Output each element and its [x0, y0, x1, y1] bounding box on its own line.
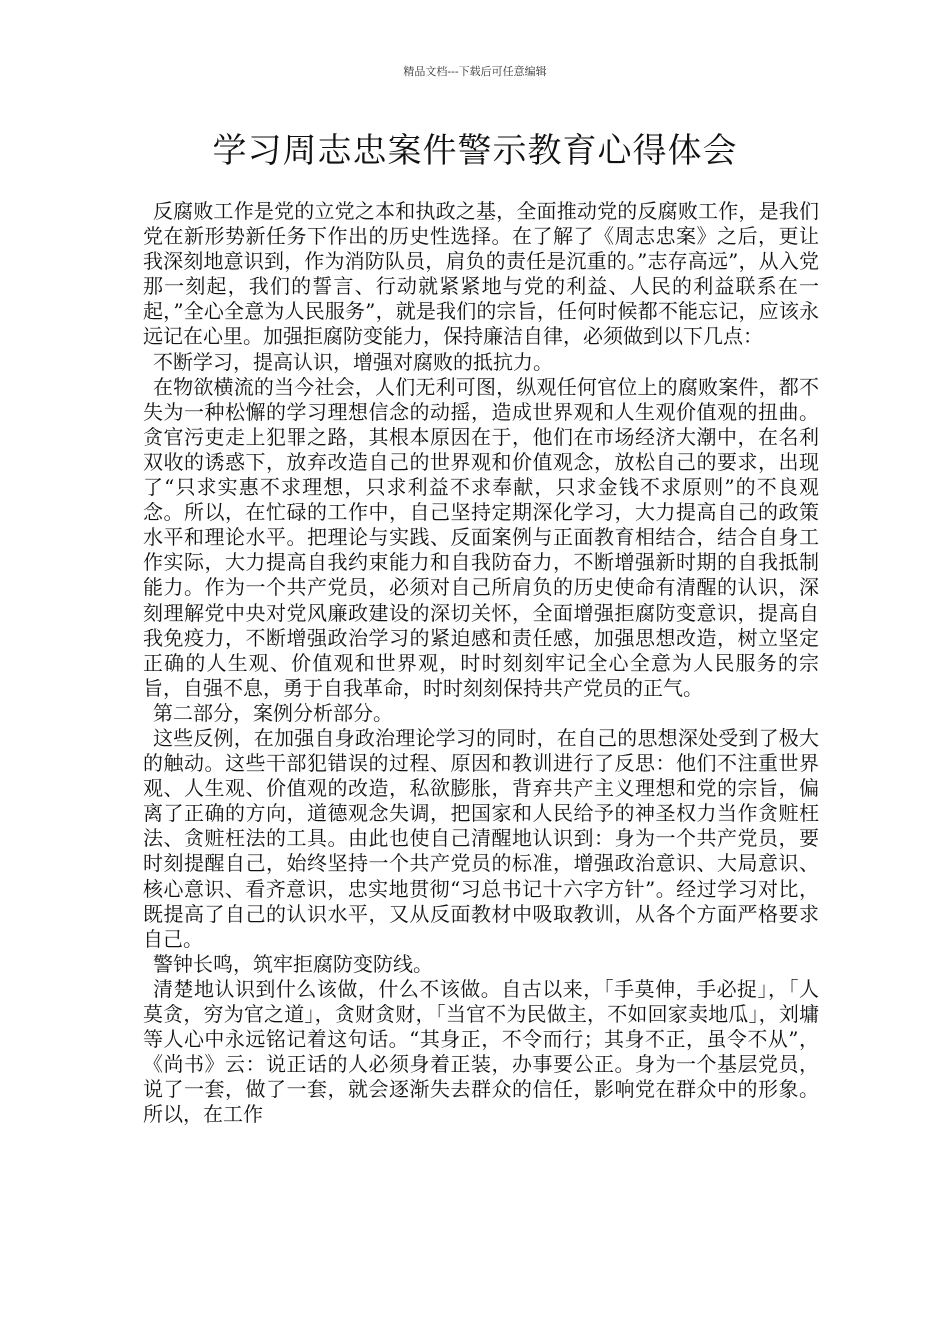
paragraph-case-analysis: 这些反例，在加强自身政治理论学习的同时，在自己的思想深处受到了极大的触动。这些干部犯错误的过程、原因和教训进行了反思：他们不注重世界观、人生观、价值观的改造，私欲膨胀，背弃共产主义理想和党的宗旨，偏离了正确的方向，道德观念失调，把国家和人民给予的神圣权力当作贪赃枉法、贪赃枉法的工具。由此也使自己清醒地认识到：身为一个共产党员，要时刻提醒自己，始终坚持一个共产党员的标准，增强政治意识、大局意识、核心意识、看齐意识，忠实地贯彻“习总书记十六字方针”。经过学习对比，既提高了自己的认识水平，又从反面教材中吸取教训，从各个方面严格要求自己。 — [143, 725, 819, 951]
document-title: 学习周志忠案件警示教育心得体会 — [212, 131, 738, 171]
paragraph-heading-study: 不断学习，提高认识，增强对腐败的抵抗力。 — [153, 349, 553, 374]
paragraph-intro: 反腐败工作是党的立党之本和执政之基，全面推动党的反腐败工作，是我们党在新形势新任务下作出的历史性选择。在了解了《周志忠案》之后，更让我深刻地意识到，作为消防队员，肩负的责任是沉重的。”志存高远”，从入党那一刻起，我们的誓言、行动就紧紧地与党的利益、人民的利益联系在一起，”全心全意为人民服务”，就是我们的宗旨，任何时候都不能忘记，应该永远记在心里。加强拒腐防变能力，保持廉洁自律，必须做到以下几点： — [143, 199, 819, 349]
page-header: 精品文档---下载后可任意编辑 — [403, 65, 547, 78]
paragraph-alarm: 清楚地认识到什么该做，什么不该做。自古以来，「手莫伸，手必捉」，「人莫贪，穷为官之道」，贪财贪财，「当官不为民做主，不如回家卖地瓜」，刘墉等人心中永远铭记着这句话。“其身正，不令而行；其身不正，虽令不从”，《尚书》云：说正话的人必须身着正装，办事要公正。身为一个基层党员，说了一套，做了一套，就会逐渐失去群众的信任，影响党在群众中的形象。所以，在工作 — [143, 976, 819, 1127]
paragraph-study: 在物欲横流的当今社会，人们无利可图，纵观任何官位上的腐败案件，都不失为一种松懈的学习理想信念的动摇，造成世界观和人生观价值观的扭曲。贪官污吏走上犯罪之路，其根本原因在于，他们在市场经济大潮中，在名利双收的诱惑下，放弃改造自己的世界观和价值观念，放松自己的要求，出现了“只求实惠不求理想，只求利益不求奉献，只求金钱不求原则”的不良观念。所以，在忙碌的工作中，自己坚持定期深化学习，大力提高自己的政策水平和理论水平。把理论与实践、反面案例与正面教育相结合，结合自身工作实际，大力提高自我约束能力和自我防奋力，不断增强新时期的自我抵制能力。作为一个共产党员，必须对自己所肩负的历史使命有清醒的认识，深刻理解党中央对党风廉政建设的深切关怀，全面增强拒腐防变意识，提高自我免疫力，不断增强政治学习的紧迫感和责任感，加强思想改造，树立坚定正确的人生观、价值观和世界观，时时刻刻牢记全心全意为人民服务的宗旨，自强不息，勇于自我革命，时时刻刻保持共产党员的正气。 — [143, 374, 819, 700]
document-body — [143, 199, 819, 1127]
paragraph-heading-case: 第二部分，案例分析部分。 — [153, 700, 393, 725]
paragraph-heading-alarm: 警钟长鸣，筑牢拒腐防变防线。 — [153, 951, 433, 976]
